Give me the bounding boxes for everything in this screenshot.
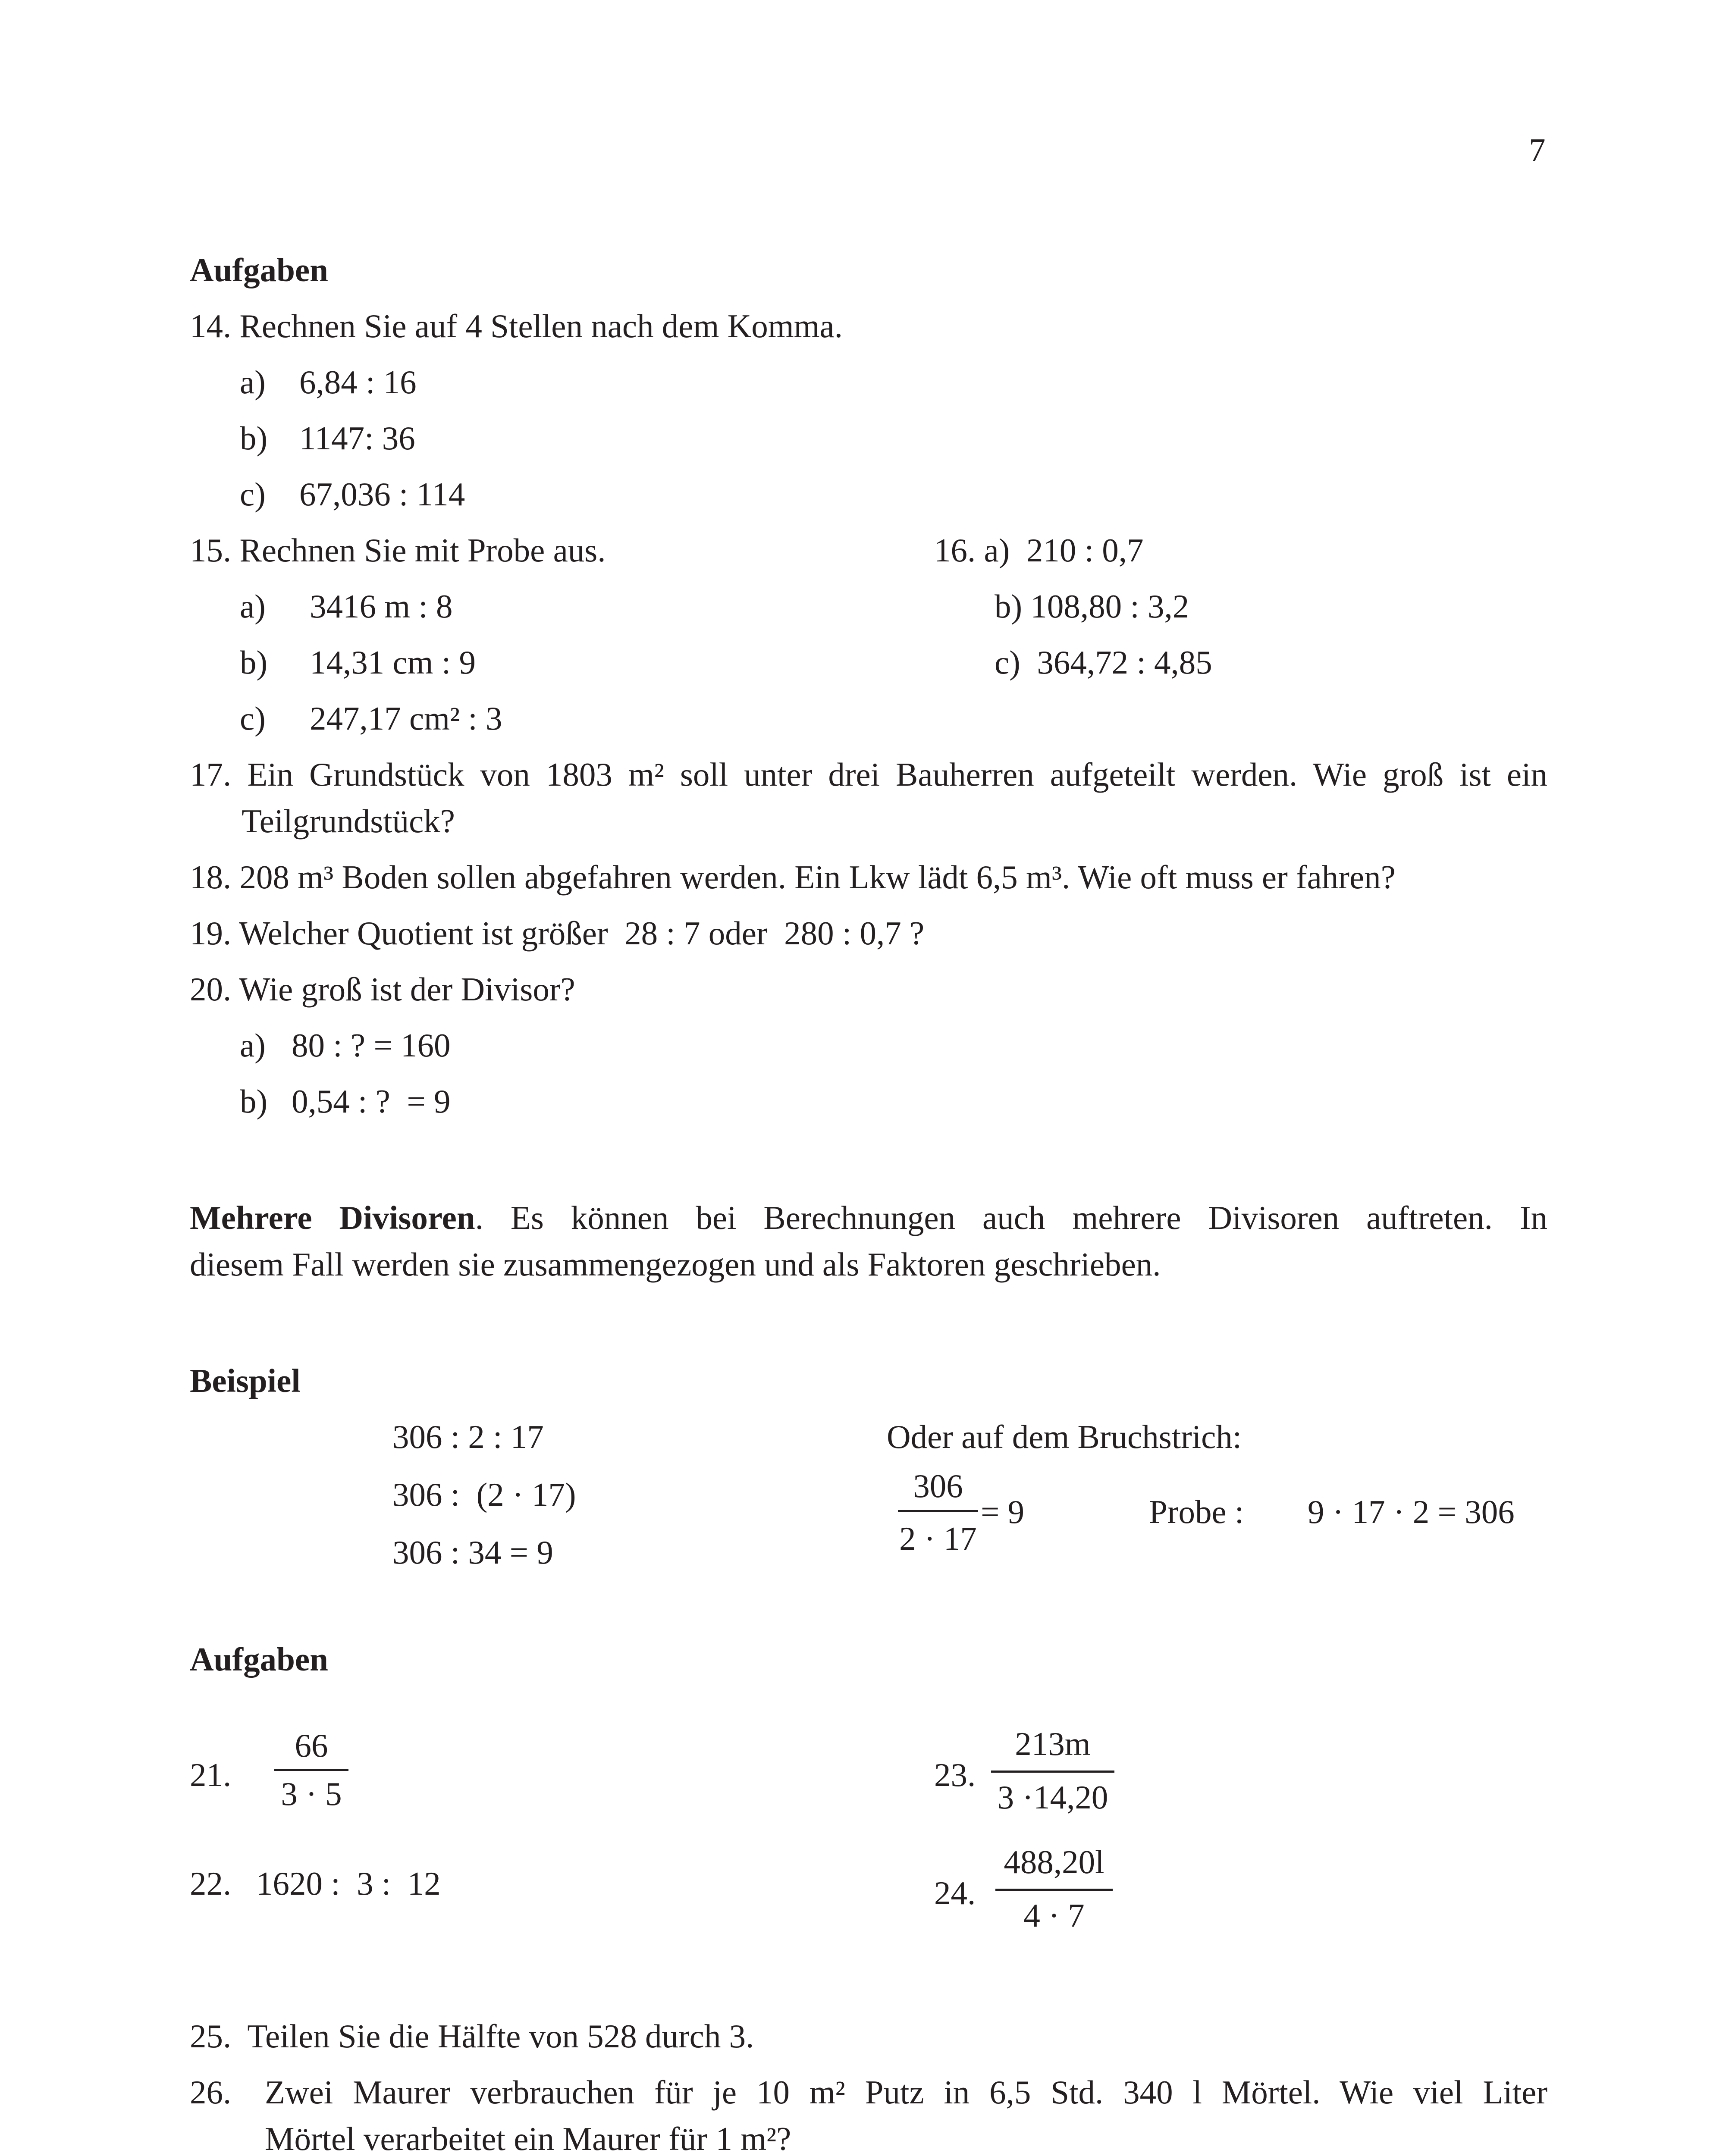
- example-fraction-denominator: 2 · 17: [899, 1520, 977, 1557]
- task-15a: 3416 m : 8: [310, 588, 453, 625]
- example-probe: 9 · 17 · 2 = 306: [1308, 1493, 1515, 1530]
- task-14b-label: b): [240, 420, 268, 457]
- task-23-fraction-bar: [991, 1771, 1114, 1773]
- task-14a-label: a): [240, 364, 266, 401]
- mehrere-divisoren-text: . Es können bei Berechnungen auch mehrere Divisoren auftreten. In: [475, 1199, 1547, 1236]
- task-24-denominator: 4 · 7: [1023, 1897, 1085, 1934]
- task-16a: 16. a) 210 : 0,7: [934, 532, 1144, 569]
- task-14b: 1147: 36: [299, 420, 415, 457]
- task-16c: c) 364,72 : 4,85: [995, 644, 1212, 681]
- task-21-numerator: 66: [295, 1727, 328, 1764]
- task-15b: 14,31 cm : 9: [310, 644, 476, 681]
- task-16b: b) 108,80 : 3,2: [995, 588, 1189, 625]
- page-number: 7: [1529, 132, 1546, 169]
- task-23-denominator: 3 ·14,20: [997, 1779, 1108, 1816]
- task-17-line1: 17. Ein Grundstück von 1803 m² soll unter drei Bauherren aufgeteilt werden. Wie groß ist ein: [190, 756, 1547, 793]
- task-21-fraction: [274, 1729, 348, 1815]
- example-step-2: 306 : (2 · 17): [392, 1476, 576, 1513]
- example-oder-text: Oder auf dem Bruchstrich:: [887, 1418, 1242, 1455]
- task-15b-label: b): [240, 644, 268, 681]
- task-26-line1: Zwei Maurer verbrauchen für je 10 m² Putz in 6,5 Std. 340 l Mörtel. Wie viel Liter: [265, 2074, 1547, 2111]
- task-15c-label: c): [240, 700, 266, 737]
- example-fraction-bar: [898, 1510, 978, 1512]
- task-24-label: 24.: [934, 1874, 976, 1912]
- mehrere-divisoren-line1: [190, 1201, 1547, 1235]
- task-17-line2: Teilgrundstück?: [242, 802, 455, 840]
- task-15-text: 15. Rechnen Sie mit Probe aus.: [190, 532, 606, 569]
- task-14a: 6,84 : 16: [299, 364, 417, 401]
- section-heading-beispiel: Beispiel: [190, 1362, 301, 1399]
- task-20a-label: a): [240, 1027, 266, 1064]
- task-21-label: 21.: [190, 1756, 232, 1793]
- task-24-numerator: 488,20l: [1004, 1843, 1104, 1880]
- task-24-fraction: [995, 1843, 1113, 1940]
- task-20-text: 20. Wie groß ist der Divisor?: [190, 971, 575, 1008]
- task-19: 19. Welcher Quotient ist größer 28 : 7 oder 280 : 0,7 ?: [190, 915, 925, 952]
- task-26-line2: Mörtel verarbeitet ein Maurer für 1 m²?: [265, 2120, 791, 2156]
- task-23-numerator: 213m: [1015, 1725, 1091, 1762]
- section-heading-aufgaben-2: Aufgaben: [190, 1641, 328, 1678]
- task-18: 18. 208 m³ Boden sollen abgefahren werden. Ein Lkw lädt 6,5 m³. Wie oft muss er fahren?: [190, 859, 1396, 896]
- example-fraction: [898, 1467, 978, 1564]
- example-fraction-result: = 9: [981, 1493, 1025, 1530]
- mehrere-divisoren-title: Mehrere Divisoren: [190, 1199, 475, 1236]
- example-probe-label: Probe :: [1149, 1493, 1244, 1530]
- task-15a-label: a): [240, 588, 266, 625]
- task-20b-label: b): [240, 1083, 268, 1120]
- task-23-label: 23.: [934, 1756, 976, 1793]
- task-20b: 0,54 : ? = 9: [292, 1083, 451, 1120]
- task-26-label: 26.: [190, 2074, 232, 2111]
- task-20a: 80 : ? = 160: [292, 1027, 451, 1064]
- section-heading-aufgaben: Aufgaben: [190, 251, 328, 288]
- task-25: 25. Teilen Sie die Hälfte von 528 durch 3.: [190, 2018, 754, 2055]
- example-step-3: 306 : 34 = 9: [392, 1534, 553, 1571]
- task-14c: 67,036 : 114: [299, 476, 465, 513]
- task-14-text: 14. Rechnen Sie auf 4 Stellen nach dem Komma.: [190, 307, 843, 345]
- task-23-fraction: [991, 1727, 1114, 1822]
- task-22: 22. 1620 : 3 : 12: [190, 1865, 441, 1902]
- example-fraction-numerator: 306: [913, 1467, 963, 1504]
- task-14c-label: c): [240, 476, 266, 513]
- task-24-fraction-bar: [995, 1889, 1113, 1891]
- task-15c: 247,17 cm² : 3: [310, 700, 502, 737]
- task-21-fraction-bar: [274, 1769, 348, 1771]
- example-step-1: 306 : 2 : 17: [392, 1418, 544, 1455]
- mehrere-divisoren-line2: diesem Fall werden sie zusammengezogen und als Faktoren geschrieben.: [190, 1246, 1161, 1283]
- task-21-denominator: 3 · 5: [281, 1775, 342, 1812]
